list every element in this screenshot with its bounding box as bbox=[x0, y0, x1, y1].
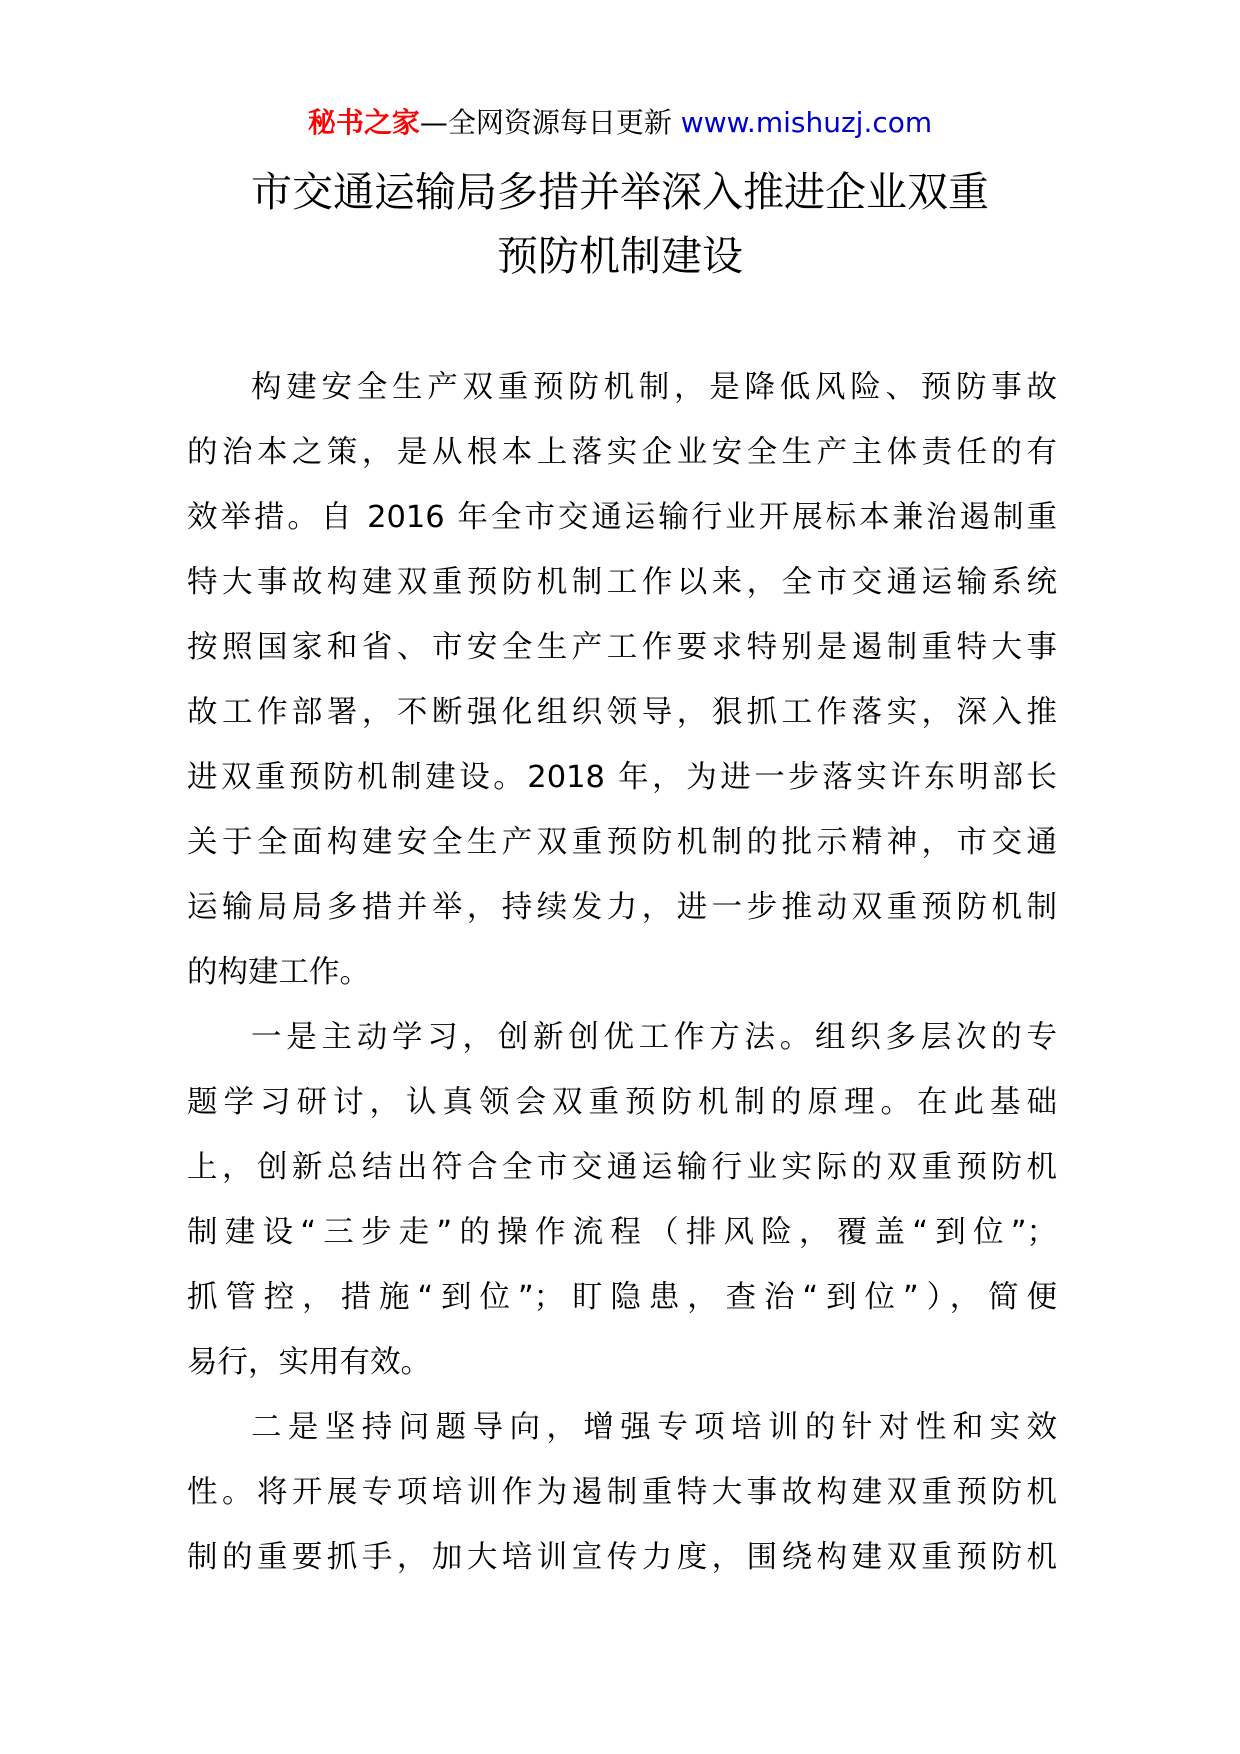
text-line: 运输局局多措并举，持续发力，进一步推动双重预防机制 bbox=[187, 890, 1057, 925]
text-line: 关于全面构建安全生产双重预防机制的批示精神，市交通 bbox=[187, 825, 1057, 860]
paragraph-intro bbox=[187, 355, 1057, 1005]
document-title bbox=[160, 160, 1080, 288]
site-url-link[interactable]: www.mishuzj.com bbox=[680, 106, 933, 139]
document-body bbox=[187, 355, 1057, 1590]
header-tagline: —全网资源每日更新 bbox=[419, 106, 672, 139]
text-line: 效举措。自 2016 年全市交通运输行业开展标本兼治遏制重 bbox=[187, 500, 1057, 535]
site-header bbox=[0, 103, 1240, 143]
text-line: 构建安全生产双重预防机制，是降低风险、预防事故 bbox=[251, 370, 1057, 405]
text-line: 性。将开展专项培训作为遏制重特大事故构建双重预防机 bbox=[187, 1475, 1057, 1510]
title-line-2: 预防机制建设 bbox=[497, 232, 743, 280]
paragraph-point-two bbox=[187, 1395, 1057, 1590]
text-line: 进双重预防机制建设。2018 年，为进一步落实许东明部长 bbox=[187, 760, 1057, 795]
text-line: 制建设“三步走”的操作流程（排风险，覆盖“到位”； bbox=[187, 1215, 1057, 1250]
text-line: 题学习研讨，认真领会双重预防机制的原理。在此基础 bbox=[187, 1085, 1057, 1120]
text-line: 的治本之策，是从根本上落实企业安全生产主体责任的有 bbox=[187, 435, 1057, 470]
text-line: 的构建工作。 bbox=[187, 955, 370, 990]
paragraph-point-one bbox=[187, 1005, 1057, 1395]
text-line: 易行，实用有效。 bbox=[187, 1345, 431, 1380]
text-line: 上，创新总结出符合全市交通运输行业实际的双重预防机 bbox=[187, 1150, 1057, 1185]
text-line: 制的重要抓手，加大培训宣传力度，围绕构建双重预防机 bbox=[187, 1540, 1057, 1575]
title-line-1: 市交通运输局多措并举深入推进企业双重 bbox=[251, 168, 989, 216]
text-line: 二是坚持问题导向，增强专项培训的针对性和实效 bbox=[251, 1410, 1057, 1445]
text-line: 抓管控，措施“到位”；盯隐患，查治“到位”），简便 bbox=[187, 1280, 1057, 1315]
brand-name: 秘书之家 bbox=[307, 106, 420, 139]
text-line: 一是主动学习，创新创优工作方法。组织多层次的专 bbox=[251, 1020, 1057, 1055]
text-line: 按照国家和省、市安全生产工作要求特别是遏制重特大事 bbox=[187, 630, 1057, 665]
text-line: 故工作部署，不断强化组织领导，狠抓工作落实，深入推 bbox=[187, 695, 1057, 730]
text-line: 特大事故构建双重预防机制工作以来，全市交通运输系统 bbox=[187, 565, 1057, 600]
